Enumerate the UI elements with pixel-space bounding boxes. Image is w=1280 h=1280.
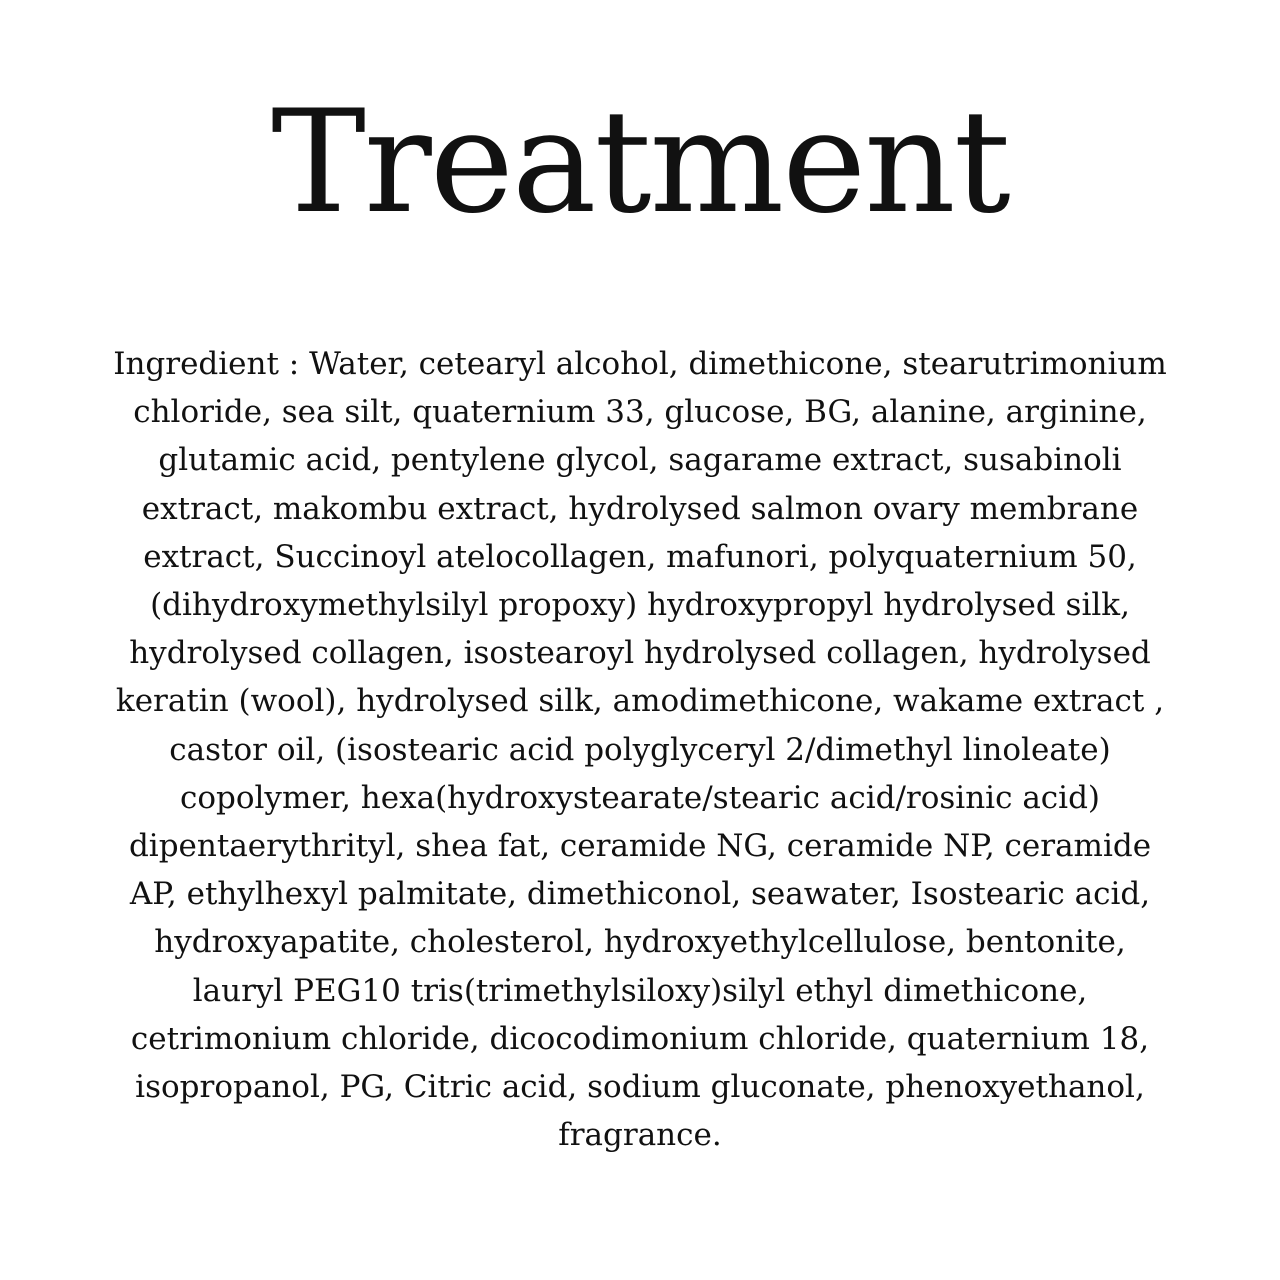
ingredient-line: copolymer, hexa(hydroxystearate/stearic acid/rosinic acid)	[179, 779, 1101, 816]
ingredient-line: fragrance.	[558, 1117, 722, 1154]
ingredient-line: extract, makombu extract, hydrolysed salmon ovary membrane	[141, 490, 1139, 527]
ingredient-line: keratin (wool), hydrolysed silk, amodimethicone, wakame extract ,	[115, 683, 1165, 720]
ingredient-line: isopropanol, PG, Citric acid, sodium gluconate, phenoxyethanol,	[135, 1069, 1145, 1106]
ingredient-line: (dihydroxymethylsilyl propoxy) hydroxypropyl hydrolysed silk,	[150, 587, 1130, 624]
ingredient-line: Ingredient : Water, cetearyl alcohol, dimethicone, stearutrimonium	[113, 346, 1167, 382]
ingredient-line: cetrimonium chloride, dicocodimonium chloride, quaternium 18,	[130, 1020, 1150, 1057]
ingredient-list	[90, 340, 1190, 1159]
ingredient-line: AP, ethylhexyl palmitate, dimethiconol, seawater, Isostearic acid,	[129, 876, 1151, 913]
ingredient-line: dipentaerythrityl, shea fat, ceramide NG, ceramide NP, ceramide	[128, 828, 1152, 865]
ingredient-line: glutamic acid, pentylene glycol, sagarame extract, susabinoli	[158, 442, 1122, 479]
ingredient-line: castor oil, (isostearic acid polyglyceryl 2/dimethyl linoleate)	[169, 731, 1111, 768]
ingredient-line: extract, Succinoyl atelocollagen, mafunori, polyquaternium 50,	[143, 538, 1137, 575]
ingredient-line: chloride, sea silt, quaternium 33, glucose, BG, alanine, arginine,	[133, 394, 1147, 431]
page-title: Treatment	[271, 80, 1009, 245]
ingredient-line: hydroxyapatite, cholesterol, hydroxyethylcellulose, bentonite,	[154, 924, 1126, 961]
ingredient-line: hydrolysed collagen, isostearoyl hydrolysed collagen, hydrolysed	[129, 635, 1151, 672]
ingredient-line: lauryl PEG10 tris(trimethylsiloxy)silyl ethyl dimethicone,	[192, 972, 1088, 1009]
